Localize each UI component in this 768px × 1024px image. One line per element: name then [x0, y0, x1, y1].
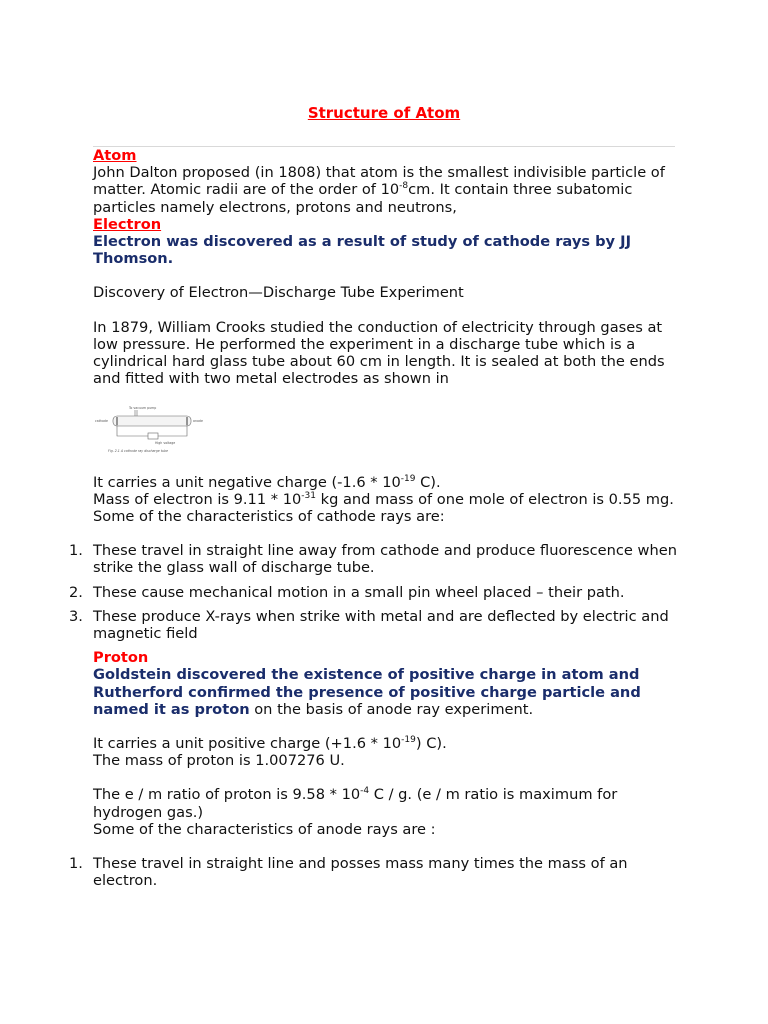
electron-charge-tail: C).: [415, 473, 441, 491]
electron-mass: [93, 491, 683, 508]
list-number: 2.: [69, 583, 83, 601]
list-item: [69, 542, 683, 577]
figure-label-voltage: High voltage: [155, 441, 176, 446]
electron-discovery-statement: Electron was discovered as a result of study of cathode rays by JJ Thomson.: [93, 233, 632, 268]
proton-charge: [93, 735, 683, 752]
proton-charge-tail: ) C).: [415, 735, 447, 753]
spacer: [93, 838, 683, 855]
list-item: [69, 583, 683, 601]
spacer: [93, 769, 683, 786]
page-title: Structure of Atom: [307, 104, 461, 122]
proton-em-text: The e / m ratio of proton is 9.58 * 10: [93, 786, 361, 804]
proton-em-exponent: -4: [360, 786, 370, 797]
electron-mass-text: Mass of electron is 9.11 * 10: [93, 490, 302, 508]
cathode-characteristics-intro: Some of the characteristics of cathode rays are:: [93, 508, 445, 526]
electron-charge-text: It carries a unit negative charge (-1.6 * 10: [93, 473, 401, 491]
glass-tube: [113, 416, 191, 426]
electron-charge: [93, 474, 683, 491]
list-number: 1.: [69, 542, 83, 560]
document-body: [69, 147, 683, 890]
cathode-characteristics-list: [69, 542, 683, 643]
proton-discovery-statement: [93, 666, 683, 718]
proton-charge-text: It carries a unit positive charge (+1.6 * 10: [93, 735, 402, 753]
proton-em-tail: C / g. (e / m ratio is maximum for hydrogen gas.): [93, 786, 618, 821]
atom-exponent: -8: [399, 181, 409, 192]
proton-discovery-tail: on the basis of anode ray experiment.: [249, 700, 534, 718]
list-item-text: These travel in straight line away from cathode and produce fluorescence when strike the glass wall of discharge tube.: [93, 542, 677, 577]
spacer: [93, 302, 683, 319]
figure-label-anode: anode: [193, 419, 203, 424]
list-item-text: These produce X-rays when strike with metal and are deflected by electric and magnetic field: [93, 607, 669, 643]
list-item-text: These travel in straight line and posses mass many times the mass of an electron.: [93, 855, 628, 890]
atom-text-2: cm. It contain three subatomic particles namely electrons, protons and neutrons,: [93, 181, 633, 216]
list-number: 1.: [69, 855, 83, 873]
discharge-tube-figure: [93, 404, 213, 459]
atom-text-1: John Dalton proposed (in 1808) that atom is the smallest indivisible particle of matter. Atomic radii are of the order of 10: [93, 164, 665, 199]
spacer: [93, 718, 683, 735]
list-number: 3.: [69, 607, 83, 625]
power-source: [148, 433, 158, 439]
figure-label-cathode: cathode: [95, 419, 108, 424]
spacer: [93, 525, 683, 542]
figure-label-vacuum: To vacuum pump: [129, 406, 157, 411]
atom-paragraph: [93, 164, 683, 216]
proton-heading: Proton: [93, 649, 149, 667]
figure-caption: Fig. 2.1 A cathode ray discharge tube: [108, 449, 168, 454]
proton-discovery-bold: Goldstein discovered the existence of positive charge in atom and Rutherford confirmed the presence of positive charge particle and named it as proton: [93, 666, 641, 718]
discovery-subtitle: Discovery of Electron—Discharge Tube Experiment: [93, 284, 464, 302]
spacer: [93, 267, 683, 284]
atom-heading: Atom: [93, 147, 137, 164]
anode-characteristics-list: [69, 855, 683, 890]
crooks-paragraph: In 1879, William Crooks studied the conduction of electricity through gases at low pressure. He performed the experiment in a discharge tube which is a cylindrical hard glass tube about 60 cm in length. It is sealed at both the ends and fitted with two metal electrodes as shown in: [93, 318, 665, 388]
list-item: [69, 855, 683, 890]
electron-mass-tail: kg and mass of one mole of electron is 0.55 mg.: [315, 490, 674, 508]
list-item-text: These cause mechanical motion in a small pin wheel placed – their path.: [93, 583, 625, 601]
electron-mass-exponent: -31: [301, 490, 316, 501]
electron-charge-exponent: -19: [400, 473, 416, 484]
electron-heading: Electron: [93, 215, 162, 233]
proton-em-ratio: [93, 786, 683, 820]
list-item: [69, 607, 683, 643]
proton-charge-exponent: -19: [401, 735, 416, 746]
anode-characteristics-intro: Some of the characteristics of anode rays are :: [93, 820, 436, 838]
proton-mass: The mass of proton is 1.007276 U.: [93, 752, 345, 770]
